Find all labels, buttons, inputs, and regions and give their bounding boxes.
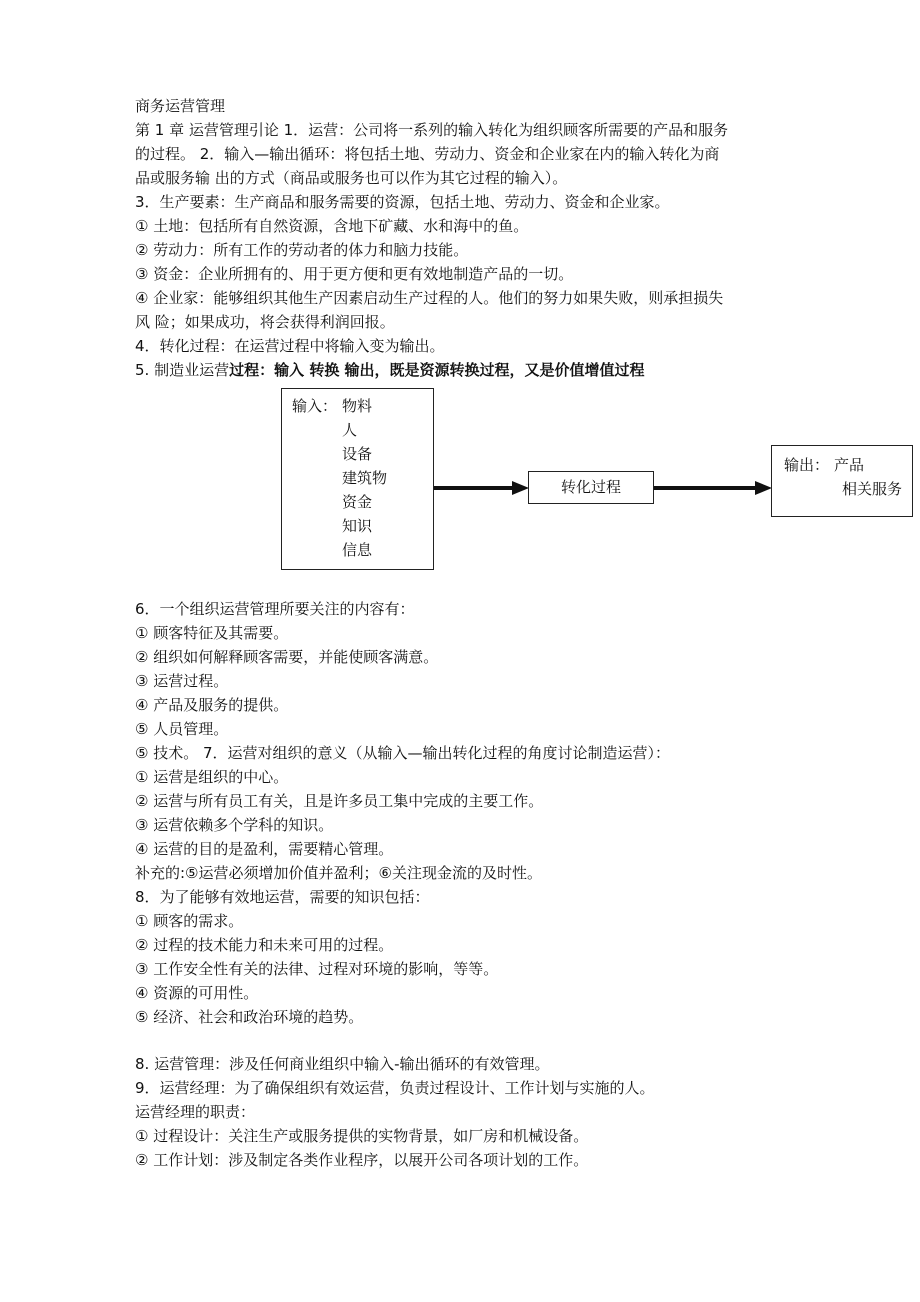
- input-box: [281, 388, 434, 570]
- text-line: ① 过程设计：关注生产或服务提供的实物背景，如厂房和机械设备。: [135, 1127, 589, 1145]
- text-line: 3．生产要素：生产商品和服务需要的资源，包括土地、劳动力、资金和企业家。: [135, 193, 670, 211]
- text-line: 第 1 章 运营管理引论 1．运营：公司将一系列的输入转化为组织顾客所需要的产品和服务: [135, 121, 729, 139]
- text-line: ④ 企业家：能够组织其他生产因素启动生产过程的人。他们的努力如果失败，则承担损失: [135, 289, 724, 307]
- text-line: ② 运营与所有员工有关，且是许多员工集中完成的主要工作。: [135, 792, 544, 810]
- output-item: 相关服务: [842, 480, 903, 498]
- process-box: 转化过程: [528, 471, 654, 504]
- text-line: ③ 运营依赖多个学科的知识。: [135, 816, 334, 834]
- text-line: ② 组织如何解释顾客需要，并能使顾客满意。: [135, 648, 439, 666]
- text-line: ⑤ 人员管理。: [135, 720, 229, 738]
- text-line: 9．运营经理：为了确保组织有效运营，负责过程设计、工作计划与实施的人。: [135, 1079, 655, 1097]
- text-line: ① 运营是组织的中心。: [135, 768, 289, 786]
- text-line: ③ 资金：企业所拥有的、用于更方便和更有效地制造产品的一切。: [135, 265, 574, 283]
- text-line: ① 土地：包括所有自然资源，含地下矿藏、水和海中的鱼。: [135, 217, 529, 235]
- text-line: 品或服务输 出的方式（商品或服务也可以作为其它过程的输入）。: [135, 169, 568, 187]
- text-line: ④ 资源的可用性。: [135, 984, 259, 1002]
- text-line: ② 工作计划：涉及制定各类作业程序，以展开公司各项计划的工作。: [135, 1151, 589, 1169]
- text-line: ② 过程的技术能力和未来可用的过程。: [135, 936, 394, 954]
- input-item: 建筑物: [342, 469, 388, 487]
- output-box: [771, 445, 913, 517]
- text-line: ③ 工作安全性有关的法律、过程对环境的影响，等等。: [135, 960, 499, 978]
- text-line: 8．为了能够有效地运营，需要的知识包括：: [135, 888, 430, 906]
- input-item: 设备: [342, 445, 373, 463]
- text-line: 4．转化过程：在运营过程中将输入变为输出。: [135, 337, 445, 355]
- text-line: 8. 运营管理：涉及任何商业组织中输入-输出循环的有效管理。: [135, 1055, 550, 1073]
- input-item: 人: [342, 421, 358, 439]
- text-line: ① 顾客的需求。: [135, 912, 244, 930]
- text-line: 补充的:⑤运营必须增加价值并盈利；⑥关注现金流的及时性。: [135, 864, 542, 882]
- input-label: 输入：: [292, 397, 338, 415]
- line5-prefix: 5. 制造业运营: [135, 361, 230, 379]
- input-item: 信息: [342, 541, 373, 559]
- output-label: 输出：: [784, 456, 830, 474]
- input-item: 知识: [342, 517, 373, 535]
- text-line-5: [135, 359, 815, 381]
- text-line: ② 劳动力：所有工作的劳动者的体力和脑力技能。: [135, 241, 469, 259]
- document-title: 商务运营管理: [135, 97, 226, 115]
- text-line: ⑤ 技术。 7．运营对组织的意义（从输入—输出转化过程的角度讨论制造运营）：: [135, 744, 671, 762]
- line5-bold: 过程：输入 转换 输出，既是资源转换过程，又是价值增值过程: [229, 361, 645, 379]
- input-item: 资金: [342, 493, 373, 511]
- text-line: ① 顾客特征及其需要。: [135, 624, 289, 642]
- input-output-diagram: [266, 385, 918, 575]
- text-line: ⑤ 经济、社会和政治环境的趋势。: [135, 1008, 364, 1026]
- text-line: ④ 运营的目的是盈利，需要精心管理。: [135, 840, 394, 858]
- text-line: ④ 产品及服务的提供。: [135, 696, 289, 714]
- output-items: [834, 453, 902, 501]
- input-items: [342, 394, 387, 562]
- text-line: 运营经理的职责：: [135, 1103, 256, 1121]
- text-line: ③ 运营过程。: [135, 672, 229, 690]
- arrow-to-output: [654, 480, 772, 496]
- text-line: 6．一个组织运营管理所要关注的内容有：: [135, 600, 415, 618]
- arrow-to-process: [434, 480, 529, 496]
- text-line: 风 险；如果成功，将会获得利润回报。: [135, 313, 395, 331]
- text-line: 的过程。 2．输入—输出循环：将包括土地、劳动力、资金和企业家在内的输入转化为商: [135, 145, 720, 163]
- input-item: 物料: [342, 397, 373, 415]
- output-item: 产品: [834, 456, 865, 474]
